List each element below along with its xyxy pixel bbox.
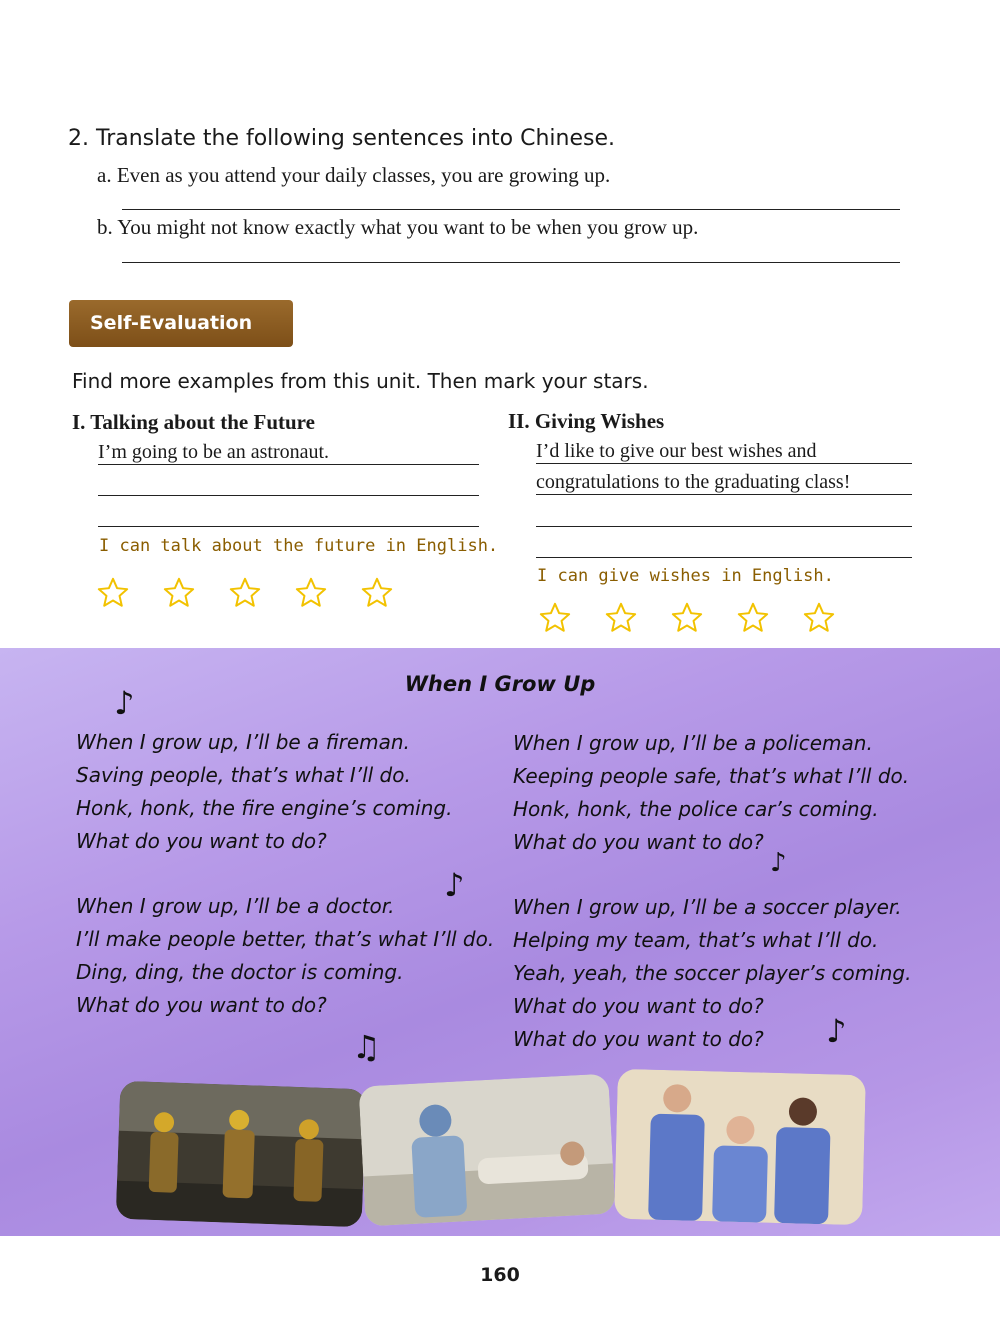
wishes-line-3[interactable] [536, 526, 912, 527]
firefighters-photo [116, 1081, 367, 1228]
lyric-line: What do you want to do? [76, 993, 327, 1017]
song-stanza-fireman [76, 726, 452, 858]
answer-line-b[interactable] [122, 262, 900, 263]
lyric-line: When I grow up, I’ll be a policeman. [513, 731, 873, 755]
wishes-line-4[interactable] [536, 557, 912, 558]
star-icon[interactable] [294, 576, 328, 610]
future-line-2[interactable] [98, 495, 479, 496]
lyric-line: Honk, honk, the police car’s coming. [513, 797, 879, 821]
lyric-line: Helping my team, that’s what I’ll do. [513, 928, 879, 952]
wishes-can-do: I can give wishes in English. [537, 566, 834, 586]
future-line-3[interactable] [98, 526, 479, 527]
instruction-text: Find more examples from this unit. Then mark your stars. [72, 369, 649, 393]
lyric-line: What do you want to do? [76, 829, 327, 853]
song-stanza-policeman [513, 727, 909, 859]
lyric-line: Saving people, that’s what I’ll do. [76, 763, 411, 787]
lyric-line: What do you want to do? [513, 1027, 764, 1051]
wishes-star-rating[interactable] [538, 601, 868, 635]
lyric-line: Ding, ding, the doctor is coming. [76, 960, 404, 984]
lyric-line: Keeping people safe, that’s what I’ll do. [513, 764, 910, 788]
song-title: When I Grow Up [404, 672, 596, 696]
star-icon[interactable] [162, 576, 196, 610]
lyric-line: Honk, honk, the fire engine’s coming. [76, 796, 453, 820]
lyric-line: What do you want to do? [513, 994, 764, 1018]
music-note-icon: ♪ [826, 1012, 847, 1050]
lyric-line: When I grow up, I’ll be a fireman. [76, 730, 410, 754]
music-note-icon: ♪ [770, 848, 787, 878]
sentence-a: a. Even as you attend your daily classes, you are growing up. [97, 163, 611, 187]
lyric-line: I’ll make people better, that’s what I’ll do. [76, 927, 495, 951]
sentence-b: b. You might not know exactly what you want to be when you grow up. [97, 215, 699, 239]
star-icon[interactable] [736, 601, 770, 635]
star-icon[interactable] [96, 576, 130, 610]
star-icon[interactable] [670, 601, 704, 635]
lyric-line: When I grow up, I’ll be a doctor. [76, 894, 395, 918]
music-note-icon: ♫ [352, 1028, 381, 1066]
page-number: 160 [480, 1264, 520, 1286]
future-star-rating[interactable] [96, 576, 426, 610]
star-icon[interactable] [802, 601, 836, 635]
lyric-line: When I grow up, I’ll be a soccer player. [513, 895, 902, 919]
section-talking-future-heading: I. Talking about the Future [72, 410, 315, 434]
song-stanza-doctor [76, 890, 494, 1022]
wishes-line-1 [536, 463, 912, 464]
lyric-line: Yeah, yeah, the soccer player’s coming. [513, 961, 912, 985]
song-stanza-soccer-player [513, 891, 911, 1056]
star-icon[interactable] [228, 576, 262, 610]
section-giving-wishes-heading: II. Giving Wishes [508, 409, 665, 433]
wishes-example-line1: I’d like to give our best wishes and [536, 440, 817, 462]
doctor-photo [359, 1074, 616, 1227]
future-example: I’m going to be an astronaut. [98, 441, 330, 463]
star-icon[interactable] [360, 576, 394, 610]
exercise-title: 2. Translate the following sentences into Chinese. [68, 126, 616, 151]
star-icon[interactable] [538, 601, 572, 635]
wishes-line-2 [536, 494, 912, 495]
star-icon[interactable] [604, 601, 638, 635]
music-note-icon: ♪ [114, 684, 135, 722]
future-can-do: I can talk about the future in English. [99, 536, 499, 556]
future-line-1 [98, 464, 479, 465]
music-note-icon: ♪ [444, 866, 465, 904]
answer-line-a[interactable] [122, 209, 900, 210]
police-officers-photo [614, 1069, 866, 1225]
lyric-line: What do you want to do? [513, 830, 764, 854]
self-evaluation-badge: Self-Evaluation [69, 300, 293, 347]
wishes-example-line2: congratulations to the graduating class! [536, 471, 851, 493]
